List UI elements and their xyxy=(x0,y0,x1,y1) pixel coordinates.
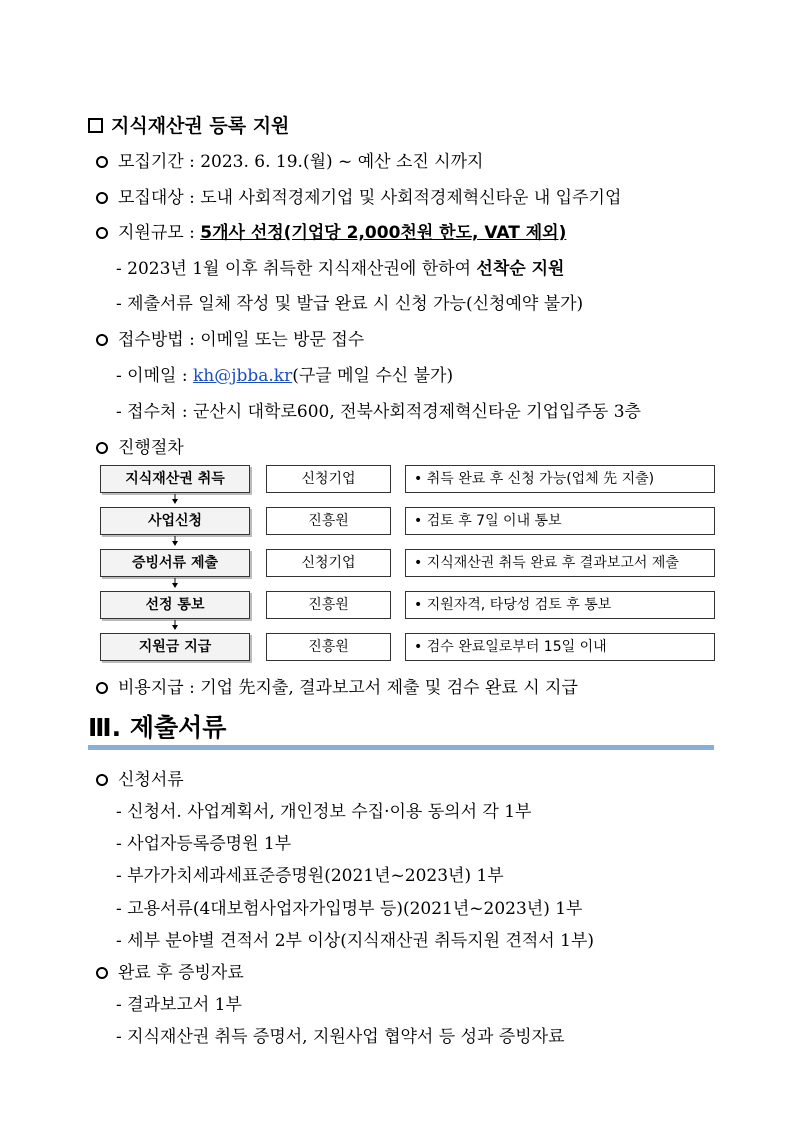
list-item: - 고용서류(4대보험사업자가입명부 등)(2021년~2023년) 1부 xyxy=(116,899,583,919)
process-step: 사업신청 xyxy=(100,507,250,535)
process-actor: 진흥원 xyxy=(266,507,391,535)
list-item: - 사업자등록증명원 1부 xyxy=(116,834,292,854)
recruit-target: 모집대상 : 도내 사회적경제기업 및 사회적경제혁신타운 내 입주기업 xyxy=(96,187,621,209)
section-title: Ⅲ. 제출서류 xyxy=(88,713,227,742)
process-note: • 지원자격, 타당성 검토 후 통보 xyxy=(405,591,715,619)
arrow-down-icon xyxy=(172,578,178,588)
apply-docs-title: 신청서류 xyxy=(96,769,184,791)
process-note: • 취득 완료 후 신청 가능(업체 先 지출) xyxy=(405,465,715,493)
circle-bullet-icon xyxy=(96,967,108,979)
arrow-down-icon xyxy=(172,620,178,630)
circle-bullet-icon xyxy=(96,192,108,204)
circle-bullet-icon xyxy=(96,682,108,694)
list-item: - 세부 분야별 견적서 2부 이상(지식재산권 취득지원 견적서 1부) xyxy=(116,931,594,951)
email-line: - 이메일 : kh@jbba.kr(구글 메일 수신 불가) xyxy=(116,366,454,386)
list-item: - 결과보고서 1부 xyxy=(116,995,242,1015)
process-note: • 검토 후 7일 이내 통보 xyxy=(405,507,715,535)
process-step: 선정 통보 xyxy=(100,591,250,619)
section-divider xyxy=(88,745,714,750)
circle-bullet-icon xyxy=(96,334,108,346)
circle-bullet-icon xyxy=(96,227,108,239)
payment: 비용지급 : 기업 先지출, 결과보고서 제출 및 검수 완료 시 지급 xyxy=(96,677,578,699)
arrow-down-icon xyxy=(172,494,178,504)
recruit-period: 모집기간 : 2023. 6. 19.(월) ~ 예산 소진 시까지 xyxy=(96,151,483,173)
process-note: • 지식재산권 취득 완료 후 결과보고서 제출 xyxy=(405,549,715,577)
arrow-down-icon xyxy=(172,536,178,546)
scale-note-2: - 제출서류 일체 작성 및 발급 완료 시 신청 가능(신청예약 불가) xyxy=(116,294,584,314)
proof-title: 완료 후 증빙자료 xyxy=(96,962,244,984)
process-actor: 진흥원 xyxy=(266,591,391,619)
section-heading: 지식재산권 등록 지원 xyxy=(88,114,289,138)
process-actor: 진흥원 xyxy=(266,633,391,661)
process-step: 지식재산권 취득 xyxy=(100,465,250,493)
apply-method: 접수방법 : 이메일 또는 방문 접수 xyxy=(96,329,364,351)
list-item: - 부가가치세과세표준증명원(2021년~2023년) 1부 xyxy=(116,866,504,886)
list-item: - 신청서. 사업계획서, 개인정보 수집·이용 동의서 각 1부 xyxy=(116,802,532,822)
support-scale: 지원규모 : 5개사 선정(기업당 2,000천원 한도, VAT 제외) xyxy=(96,222,566,244)
email-link[interactable]: kh@jbba.kr xyxy=(192,366,293,386)
process-actor: 신청기업 xyxy=(266,465,391,493)
scale-note-1: - 2023년 1월 이후 취득한 지식재산권에 한하여 선착순 지원 xyxy=(116,259,565,279)
circle-bullet-icon xyxy=(96,774,108,786)
visit-line: - 접수처 : 군산시 대학로600, 전북사회적경제혁신타운 기업입주동 3층 xyxy=(116,402,641,422)
circle-bullet-icon xyxy=(96,156,108,168)
list-item: - 지식재산권 취득 증명서, 지원사업 협약서 등 성과 증빙자료 xyxy=(116,1027,565,1047)
process-title: 진행절차 xyxy=(96,437,184,459)
process-actor: 신청기업 xyxy=(266,549,391,577)
process-note: • 검수 완료일로부터 15일 이내 xyxy=(405,633,715,661)
square-bullet-icon xyxy=(88,118,103,133)
circle-bullet-icon xyxy=(96,442,108,454)
process-step: 증빙서류 제출 xyxy=(100,549,250,577)
process-step: 지원금 지급 xyxy=(100,633,250,661)
